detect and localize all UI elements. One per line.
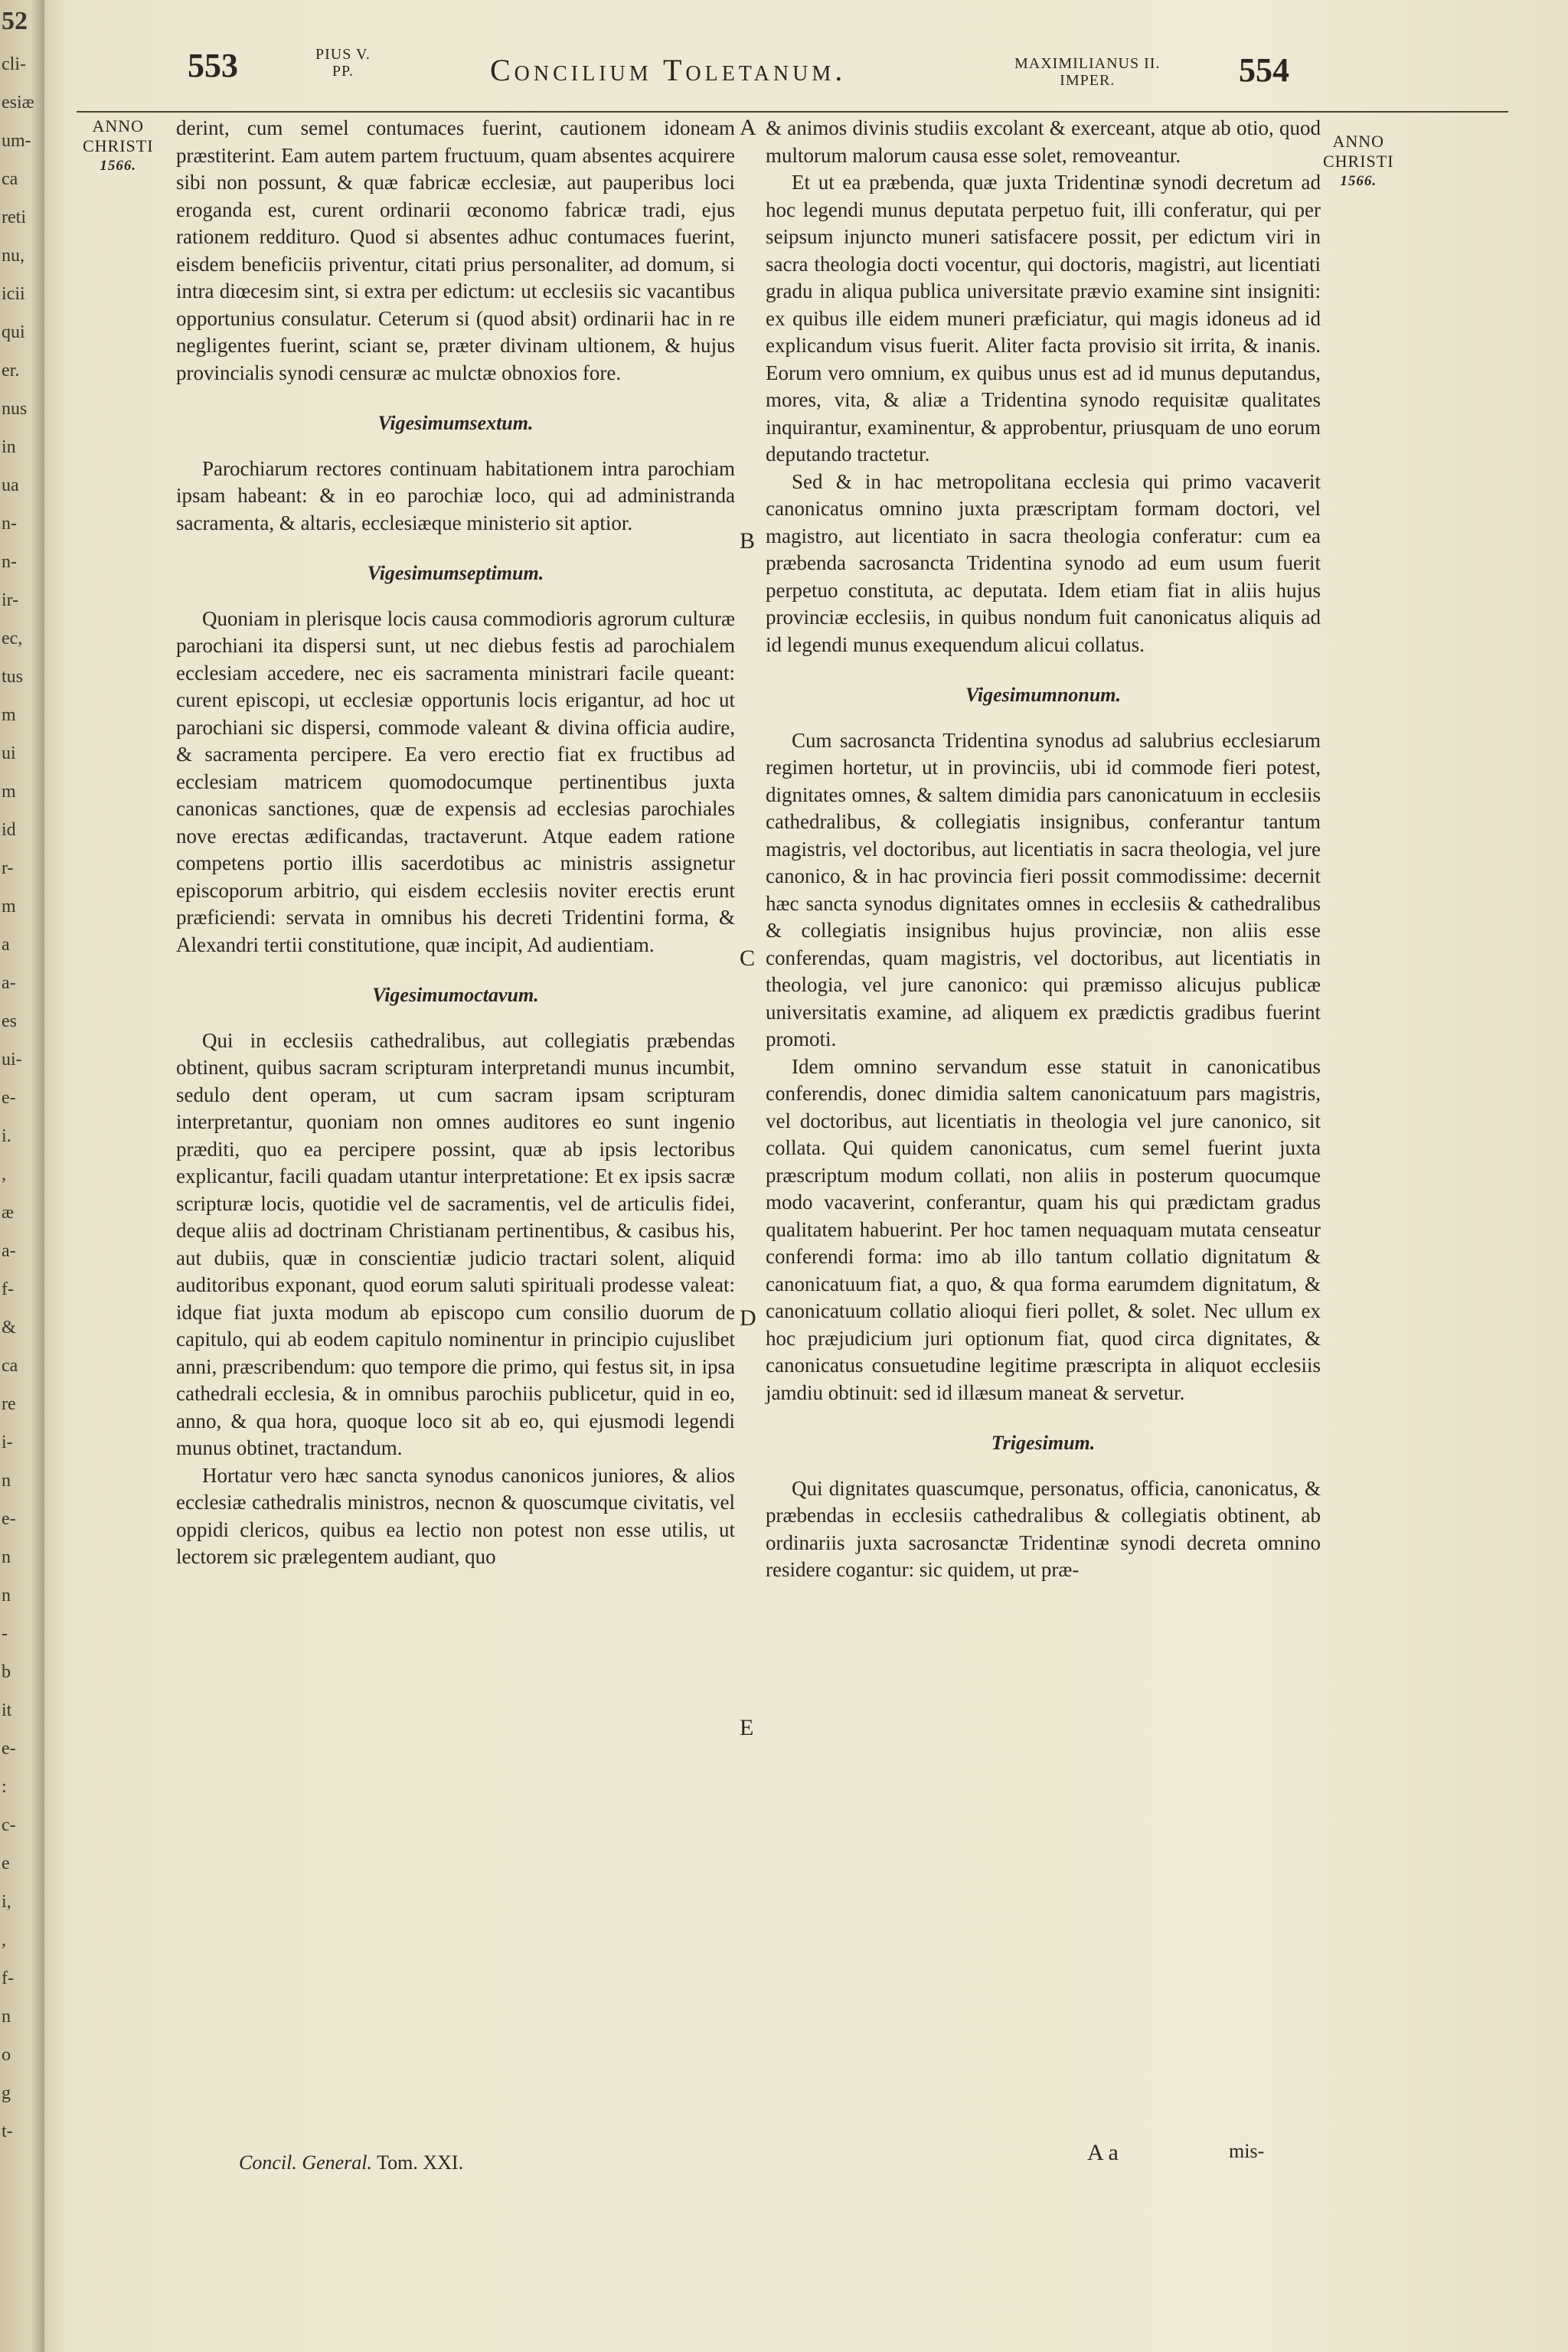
gutter-fragment: c-: [2, 1815, 16, 1835]
paragraph: Quoniam in plerisque locis causa commodioris agrorum culturæ parochiani ita dispersi sunt, ut nec diebus festis ad parochialem ecclesiam accedere, nec eis sacramenta ministrari facile queant: curent episcopi, ut ecclesiæ opportunis locis erigantur, ad hoc ut parochiani sic dispersi, commode valeant & divina officia audire, & sacramenta percipere. Ea vero erectio fiat ex fructibus ad ecclesiam matricem quomodocumque pertinentibus juxta canonicas sanctiones, quæ de expensis ad ecclesias parochiales nove erectas ædificandas, tractaverunt. Atque eadem ratione competens portio illis sacerdotibus ac ministris assignetur episcoporum arbitrio, qui eisdem ecclesiis noviter erectis erunt præficiendi: servata in omnibus his decreti Tridentini forma, & Alexandri tertii constitutione, quæ incipit, Ad audientiam.: [176, 606, 735, 956]
christi-label: CHRISTI: [1323, 152, 1394, 171]
gutter-fragment: i-: [2, 1432, 13, 1452]
year-margin-left: [83, 116, 154, 176]
gutter-fragment: r-: [2, 858, 14, 878]
paragraph: Cum sacrosancta Tridentina synodus ad salubrius ecclesiarum regimen hortetur, ut in provinciis, ubi id commode fieri potest, dignitates omnes, & saltem dimidia pars canonicatuum in ecclesiis cathedralibus, & collegiatis insignibus, conferantur tantum magistris, vel doctoribus, aut licentiatis in sacra theologia, vel jure canonico, & in hac provincia fieri possit commodissime: decernit hæc sancta synodus dignitates omnes in ecclesiis & cathedralibus & collegiatis insignibus hujus provinciæ, non aliis esse conferendas, quam magistris, vel doctoribus, aut licentiatis in theologia, vel jure canonico: qui præmisso alicujus publicæ universitatis examine, ad aliquem ex prædictis gradibus fuerint promoti.: [766, 728, 1321, 1050]
right-running-head: [1014, 55, 1160, 89]
adjacent-page-margin: [0, 0, 44, 2352]
gutter-fragment: reti: [2, 207, 26, 227]
paragraph: Hortatur vero hæc sancta synodus canonicos juniores, & alios ecclesiæ cathedralis ministros, necnon & quoscumque civitatis, vel oppidi clericos, quibus ea lectio non potest non esse utilis, ut lectorem sic prælegentem audiant, quo: [176, 1463, 735, 1568]
gutter-fragment: f-: [2, 1279, 14, 1299]
running-head-pope: PIUS V.: [315, 46, 371, 63]
running-header: [0, 46, 1568, 107]
left-running-head: [315, 46, 371, 80]
gutter-fragment: a: [2, 935, 10, 955]
gutter-fragment: ec,: [2, 629, 23, 648]
gutter-fragment: b: [2, 1662, 11, 1682]
gutter-fragment: er.: [2, 361, 20, 381]
gutter-fragment: o: [2, 2045, 11, 2065]
paragraph: Qui in ecclesiis cathedralibus, aut collegiatis præbendas obtinent, quibus sacram scripturam interpretandi munus incumbit, sedulo dent operam, ut cum sacram ipsam scripturam interpretantur, quoniam non omnes auditores eo sunt ingenio præditi, quo ea percipere possint, quæ ab ipsis lectoribus explicantur, facili quadam utantur interpretatione: Et ex ipsis sacræ scripturæ locis, quotidie vel de sacramentis, vel de articulis fidei, deque aliis ad doctrinam Christianam pertinentibus, & casibus his, aut dubiis, quæ in conscientiæ judicio tractari solent, aliquid auditoribus exponant, quod eorum saluti spirituali prodesse valeat: idque fiat juxta modum ab episcopo cum consilio duorum de capitulo, qui ab eodem capitulo nominentur in principio cujuslibet anni, præscribendum: quo tempore die primo, qui festus sit, in ipsa cathedrali ecclesia, & in omnibus parochiis publicetur, quid in eo, anno, & qua hora, quoque loco sit ab eo, qui ejusmodi legendi munus obtinet, tractandum.: [176, 1028, 735, 1459]
gutter-fragment: qui: [2, 322, 25, 342]
anno-label: ANNO: [92, 116, 145, 136]
right-column: [766, 115, 1321, 1584]
gutter-fragment: id: [2, 820, 16, 840]
left-page-number: 553: [188, 47, 238, 84]
section-heading: Vigesimumnonum.: [965, 684, 1122, 706]
gutter-fragment: e-: [2, 1739, 16, 1759]
footer-left: [239, 2151, 463, 2174]
gutter-fragment: n: [2, 2007, 11, 2027]
paragraph: & animos divinis studiis excolant & exerceant, atque ab otio, quod multorum malorum causa esse solet, removeantur.: [766, 116, 1321, 167]
gutter-fragment: ,: [2, 1930, 6, 1950]
gutter-fragment: ca: [2, 169, 18, 189]
gutter-fragment: m: [2, 897, 16, 916]
gutter-fragment: n-: [2, 552, 17, 572]
section-heading: Vigesimumseptimum.: [367, 562, 544, 584]
gutter-fragment: e-: [2, 1088, 16, 1108]
section-marker-d: D: [740, 1305, 756, 1331]
gutter-fragment: a-: [2, 1241, 16, 1261]
footer-source: Concil. General.: [239, 2151, 373, 2174]
gutter-fragment: nu,: [2, 246, 24, 266]
gutter-fragment: ir-: [2, 590, 19, 610]
gutter-fragment: -: [2, 1624, 8, 1644]
section-heading: Trigesimum.: [991, 1432, 1096, 1454]
left-column: [176, 115, 735, 1571]
paragraph: Parochiarum rectores continuam habitationem intra parochiam ipsam habeant: & in eo parochiæ loco, qui ad administranda sacramenta, & altaris, ecclesiæque ministerio sit aptior.: [176, 456, 735, 534]
gutter-fragment: n-: [2, 514, 17, 534]
gutter-fragment: es: [2, 1011, 17, 1031]
signature-mark: A a: [1087, 2140, 1119, 2165]
gutter-fragment: i,: [2, 1892, 11, 1912]
gutter-fragment: in: [2, 437, 16, 457]
year-margin-right: [1323, 132, 1394, 191]
gutter-fragment: it: [2, 1700, 12, 1720]
running-head-pp: PP.: [332, 63, 354, 80]
gutter-fragment: :: [2, 1777, 7, 1797]
section-heading: Vigesimumsextum.: [377, 412, 534, 434]
right-page-number: 554: [1239, 51, 1289, 89]
section-marker-b: B: [740, 528, 756, 554]
gutter-fragment: n: [2, 1586, 11, 1606]
paragraph: Qui dignitates quascumque, personatus, officia, canonicatus, & præbendas in ecclesiis cathedralibus & collegiatis obtinent, ab ordinariis juxta sacrosanctæ Tridentinæ synodi decreta omnino residere cogantur: sic quidem, ut præ-: [766, 1476, 1321, 1581]
section-marker-e: E: [740, 1715, 754, 1740]
gutter-fragment: m: [2, 782, 16, 802]
gutter-fragment: i.: [2, 1126, 11, 1146]
header-rule: [77, 111, 1508, 113]
section-heading: Vigesimumoctavum.: [372, 984, 539, 1006]
gutter-fragment: a-: [2, 973, 16, 993]
gutter-fragment: ua: [2, 475, 19, 495]
gutter-fragment: æ: [2, 1203, 15, 1223]
gutter-fragment: tus: [2, 667, 24, 687]
christi-label: CHRISTI: [83, 136, 154, 155]
gutter-fragment: ,: [2, 1165, 6, 1184]
gutter-fragment: m: [2, 705, 16, 725]
paragraph: derint, cum semel contumaces fuerint, cautionem idoneam præstiterint. Eam autem partem fructuum, quam absentes acquirere sibi non possunt, & quæ fabricæ ecclesiæ, aut pauperibus loci eroganda est, curent ordinarii œconomo fabricæ tradi, ejus rationem redditurо. Quod si absentes adhuc contumaces fuerint, eisdem beneficiis priventur, citati prius personaliter, ad domum, si intra diœcesim sint, si extra per edictum: ut ecclesiis sic vacantibus opportunius consulatur. Ceterum si (quod absit) ordinarii hac in re negligentes fuerint, sciant se, præter divinam ultionem, & hujus provincialis synodi censuræ ac mulctæ obnoxios fore.: [176, 116, 735, 384]
gutter-fragment: f-: [2, 1968, 14, 1988]
paragraph: Sed & in hac metropolitana ecclesia qui primo vacaverit canonicatus omnino juxta præscriptam formam doctori, vel magistro, aut licentiato in sacra theologia conferatur: cum ea præbenda sacrosancta Tridentina synodo ad eum usum fuerit perpetuo constituta, ac deputata. Idem etiam fiat in aliis hujus provinciæ ecclesiis, in quibus nondum fuit canonicatus aliquis ad id legendi munus exequendum alicui collatus.: [766, 469, 1321, 656]
gutter-page-number: 52: [2, 7, 28, 35]
running-head-imper: IMPER.: [1060, 72, 1116, 89]
section-marker-a: A: [740, 115, 756, 140]
gutter-fragment: ca: [2, 1356, 18, 1376]
year-label: 1566.: [1340, 173, 1377, 189]
catchword: mis-: [1229, 2140, 1265, 2162]
gutter-fragment: esiæ: [2, 93, 34, 113]
gutter-fragment: cli-: [2, 54, 26, 74]
gutter-fragment: re: [2, 1394, 16, 1414]
gutter-fragment: nus: [2, 399, 28, 419]
gutter-fragment: n: [2, 1471, 11, 1491]
section-marker-c: C: [740, 946, 756, 971]
running-head-emperor: MAXIMILIANUS II.: [1014, 55, 1161, 72]
footer-tome: Tom. XXI.: [377, 2151, 464, 2174]
paragraph: Idem omnino servandum esse statuit in canonicatibus conferendis, donec dimidia saltem canonicatuum pars magistris, vel doctoribus, aut licentiatis in theologia vel jure canonico, sit collata. Qui quidem canonicatus, cum semel fuerint juxta præscriptum modum collati, non aliis in posterum quocumque modo vacaverint, conferantur, quam his qui prædictam gradus qualitatem habuerint. Per hoc tamen nequaquam mutata censeatur conferendi forma: imo ab illo tantum collatio dignitatum & canonicatuum fiat, a quo, & qua forma earumdem dignitatum, & canonicatuum collatio alioqui fieri pollet, & solet. Nec ullum ex hoc præjudicium juri optionum fiat, quod circa dignitates, & canonicatus consuetudine legitime præscripta in aliquot ecclesiis jamdiu obtinuit: sed id illæsum maneat & servetur.: [766, 1054, 1321, 1404]
gutter-fragment: ui: [2, 743, 16, 763]
gutter-fragment: um-: [2, 131, 31, 151]
anno-label: ANNO: [1332, 132, 1385, 151]
gutter-fragment: t-: [2, 2122, 13, 2141]
gutter-fragment: e: [2, 1854, 10, 1873]
gutter-fragment: e-: [2, 1509, 16, 1529]
gutter-fragment: ui-: [2, 1050, 22, 1070]
gutter-fragment: &: [2, 1318, 16, 1338]
year-label: 1566.: [100, 158, 137, 174]
gutter-fragment: icii: [2, 284, 25, 304]
page-title: Concilium Toletanum.: [490, 53, 847, 87]
gutter-fragment: g: [2, 2083, 11, 2103]
gutter-fragment: n: [2, 1547, 11, 1567]
paragraph: Et ut ea præbenda, quæ juxta Tridentinæ synodi decretum ad hoc legendi munus deputata perpetuo fuit, illi conferatur, qui per seipsum injuncto muneri satisfacere possit, per edictum viri in sacra theologia docti vocentur, qui doctoris, magistri, aut licentiati gradu in aliqua publica universitate prævio examine sint insigniti: ex quibus ille eidem muneri præficiatur, qui magis idoneus ad id explicandum visus fuerit. Aliter facta provisio sit irrita, & inanis. Eorum vero omnium, ex quibus unus est ad id munus deputandus, mores, vita, & aliæ a Tridentina synodo requisitæ qualitates inquirantur, examinentur, & approbentur, priusquam de uno eorum deputando tractetur.: [766, 171, 1321, 466]
